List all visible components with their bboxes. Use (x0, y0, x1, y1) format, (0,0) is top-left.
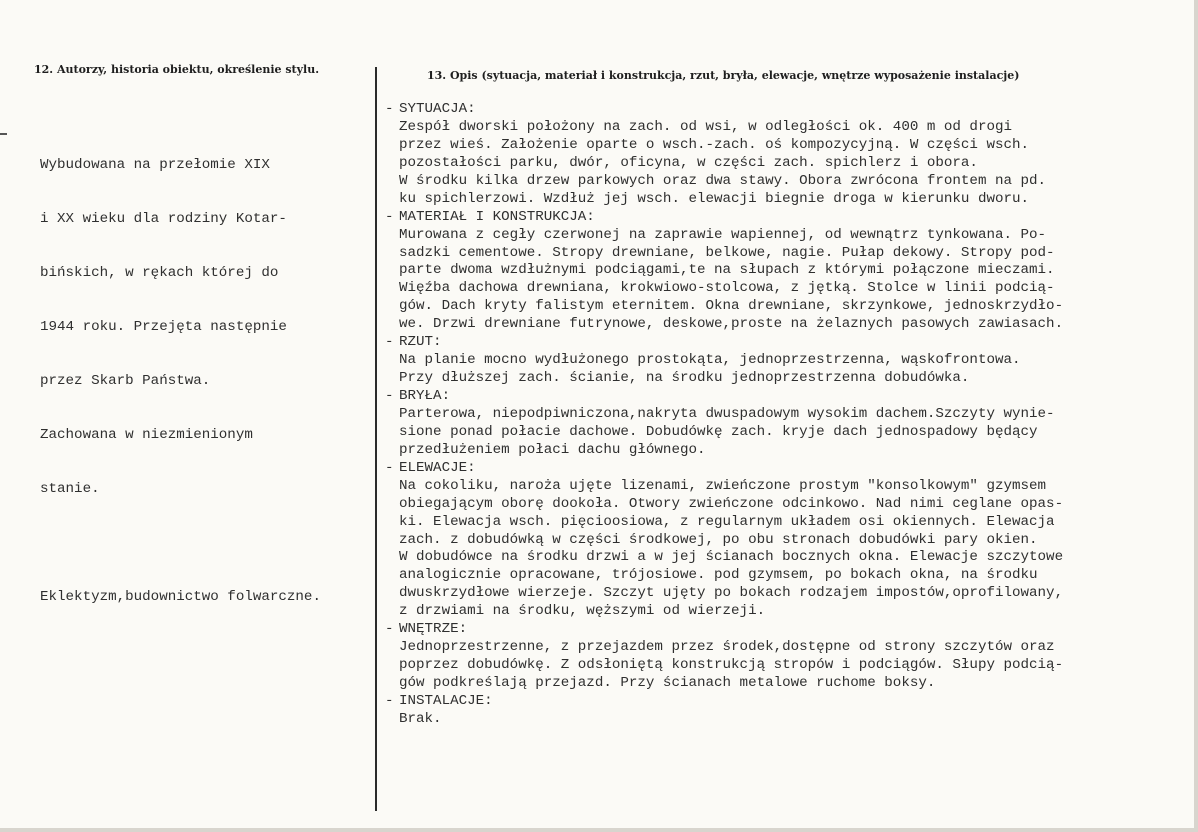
description-line: Parterowa, niepodpiwniczona,nakryta dwuspadowym wysokim dachem.Szczyty wynie- (399, 405, 1055, 422)
description-section-heading (385, 101, 1185, 119)
dash-mark: - (385, 621, 394, 638)
description-line: przez wieś. Założenie oparte o wsch.-zach. oś kompozycyjną. W części wsch. (399, 136, 1030, 153)
section-title: RZUT: (399, 334, 442, 351)
history-line: Zachowana w niezmienionym (40, 427, 253, 443)
history-line: przez Skarb Państwa. (40, 373, 211, 389)
description-line: obiegającym oborę dookoła. Otwory zwieńczone odcinkowo. Nad nimi ceglane opas- (399, 495, 1064, 512)
description-line: we. Drzwi drewniane futrynowe, deskowe,proste na żelaznych pasowych zawiasach. (399, 316, 1064, 333)
description-line: analogicznie opracowane, trójosiowe. pod gzymsem, po bokach okna, na środku (399, 567, 1038, 584)
description-line: przedłużeniem połaci dachu głównego. (399, 441, 706, 458)
description-line: Więźba dachowa drewniana, krokwiowo-stolcowa, z jętką. Stolce w linii podcią- (399, 280, 1055, 297)
description-line: sione ponad połacie dachowe. Dobudówkę zach. kryje dach jednospadowy będący (399, 423, 1038, 440)
column-divider (375, 67, 377, 811)
description-line: ki. Elewacja wsch. pięcioosiowa, z regularnym układem osi okiennych. Elewacja (399, 513, 1055, 530)
section-13-header: 13. Opis (sytuacja, materiał i konstrukcja, rzut, bryła, elewacje, wnętrze wyposażenie instalacje) (427, 69, 1020, 82)
description-section-heading (385, 621, 1185, 639)
description-line: sadzki cementowe. Stropy drewniane, belkowe, nagie. Pułap dekowy. Stropy pod- (399, 244, 1055, 261)
description-section-heading (385, 209, 1185, 227)
description-section-heading (385, 693, 1185, 711)
description-line: ku spichlerzowi. Wzdłuż jej wsch. elewacji biegnie droga w kierunku dworu. (399, 190, 1030, 207)
dash-mark: - (385, 208, 394, 225)
section-12-content (40, 120, 321, 642)
history-line: 1944 roku. Przejęta następnie (40, 319, 287, 335)
margin-tick (0, 133, 7, 135)
description-line: gów podkreślają przejazd. Przy ścianach metalowe ruchome boksy. (399, 675, 936, 691)
description-section-heading (385, 334, 1185, 352)
description-line: parte dwoma wzdłużnymi podciągami,te na słupach z którymi połączone mieczami. (399, 262, 1055, 279)
style-line: Eklektyzm,budownictwo folwarczne. (40, 589, 321, 605)
dash-mark: - (385, 388, 394, 404)
description-line: Jednoprzestrzenne, z przejazdem przez środek,dostępne od strony szczytów oraz (399, 639, 1055, 656)
history-line: bińskich, w rękach której do (40, 265, 279, 281)
section-title: ELEWACJE: (399, 459, 476, 476)
section-title: SYTUACJA: (399, 101, 476, 117)
description-line: pozostałości parku, dwór, oficyna, w części zach. spichlerz i obora. (399, 154, 978, 171)
description-line: Na planie mocno wydłużonego prostokąta, jednoprzestrzenna, wąskofrontowa. (399, 352, 1021, 369)
history-line: Wybudowana na przełomie XIX (40, 157, 270, 173)
dash-mark: - (385, 692, 394, 709)
description-line: Brak. (399, 710, 442, 727)
description-line: W środku kilka drzew parkowych oraz dwa stawy. Obora zwrócona frontem na pd. (399, 172, 1047, 189)
history-line: stanie. (40, 481, 100, 497)
dash-mark: - (385, 101, 394, 117)
section-title: INSTALACJE: (399, 692, 493, 709)
description-line: Przy dłuższej zach. ścianie, na środku jednoprzestrzenna dobudówka. (399, 370, 970, 387)
section-title: BRYŁA: (399, 388, 451, 404)
section-13-content (385, 101, 1185, 729)
section-title: WNĘTRZE: (399, 621, 468, 638)
dash-mark: - (385, 334, 394, 351)
description-line: Zespół dworski położony na zach. od wsi, w odległości ok. 400 m od drogi (399, 118, 1012, 135)
description-line: W dobudówce na środku drzwi a w jej ścianach bocznych okna. Elewacje szczytowe (399, 549, 1064, 566)
description-line: z drzwiami na środku, węższymi od wierzeji. (399, 603, 766, 620)
description-line: zach. z dobudówką w części środkowej, po obu stronach dobudówki pary okien. (399, 531, 1038, 548)
description-line: gów. Dach kryty falistym eternitem. Okna drewniane, skrzynkowe, jednoskrzydło- (399, 298, 1064, 315)
description-line: Murowana z cegły czerwonej na zaprawie wapiennej, od wewnątrz tynkowana. Po- (399, 226, 1047, 243)
description-line: dwuskrzydłowe wierzeje. Szczyt ujęty po bokach rodzajem impostów,oprofilowany, (399, 585, 1064, 602)
section-title: MATERIAŁ I KONSTRUKCJA: (399, 208, 595, 225)
section-12-header: 12. Autorzy, historia obiektu, określenie stylu. (34, 63, 320, 76)
description-section-heading (385, 460, 1185, 478)
description-line: Na cokoliku, naroża ujęte lizenami, zwieńczone prostym "konsolkowym" gzymsem (399, 477, 1047, 494)
description-section-heading (385, 388, 1185, 406)
description-line: poprzez dobudówkę. Z odsłoniętą konstrukcją stropów i podciągów. Słupy podcią- (399, 657, 1064, 674)
dash-mark: - (385, 459, 394, 476)
history-line: i XX wieku dla rodziny Kotar- (40, 211, 287, 227)
